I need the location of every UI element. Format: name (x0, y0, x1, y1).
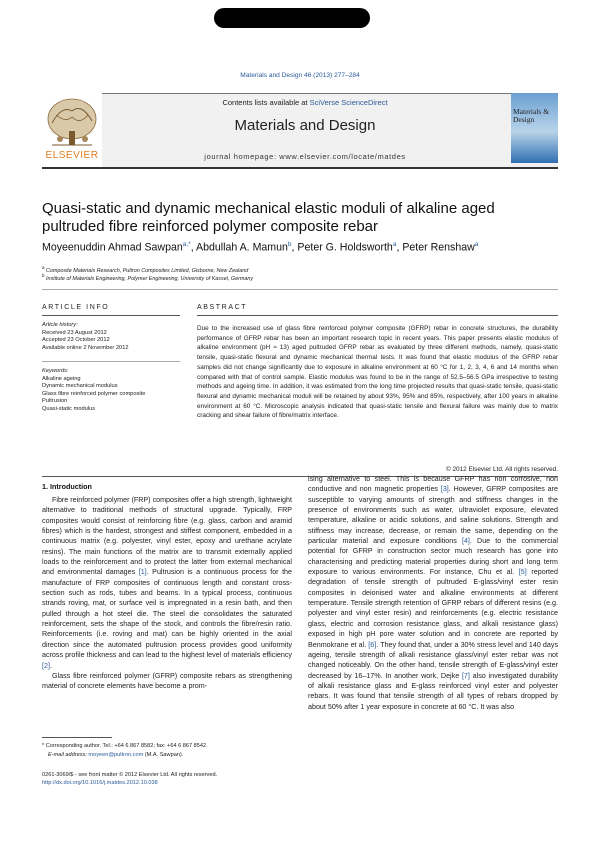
email-note (42, 751, 298, 759)
text: Fibre reinforced polymer (FRP) composites offer a high strength, lightweight alternative to traditional methods of structural upgrade. Typically, FRP composites would consist of reinforcing fibre (e.g. glass, carbon and aramid fibres) which is the hardest, strongest and stiffest component, embedded in a continuous matrix (e.g. polyester, vinyl ester, epoxy and urethane acrylate resins). The main functions of the matrix are to transmit externally applied loads to the reinforcement and to protect the latter from external mechanical and environmental damages (42, 496, 292, 577)
author-affiliation-mark[interactable]: a (474, 241, 479, 248)
author-name: Peter G. Holdsworth (297, 241, 393, 254)
elsevier-wordmark: ELSEVIER (45, 150, 99, 161)
intro-paragraph (308, 474, 558, 712)
affiliation-text: Composite Materials Research, Pultron Composites Limited, Gisborne, New Zealand (46, 267, 249, 274)
keyword: Dynamic mechanical modulus (42, 383, 118, 390)
author-name: Abdullah A. Mamun (196, 241, 288, 254)
reference-link[interactable]: [3] (440, 485, 449, 494)
history-online: Available online 2 November 2012 (42, 344, 129, 351)
history-received: Received 23 August 2012 (42, 330, 107, 336)
email-link[interactable]: moyeen@pultron.com (88, 752, 144, 758)
article-info-rule (42, 315, 180, 316)
abstract-copyright: © 2012 Elsevier Ltd. All rights reserved. (446, 466, 558, 473)
footnote-rule (42, 737, 112, 738)
intro-paragraph (42, 495, 292, 671)
article-history-label: Article history: (42, 322, 78, 328)
keyword: Pultrusion (42, 398, 68, 405)
journal-citation[interactable]: Materials and Design 46 (2013) 277–284 (240, 72, 360, 79)
divider (42, 289, 558, 290)
reference-link[interactable]: [4] (461, 537, 470, 546)
abstract-text: Due to the increased use of glass fibre reinforced polymer composite (GFRP) rebar in concrete structures, the durability performance of GFRP rebar has been an important research topic in recent years. This paper presents elastic modulus of alkaline environment (pH ≈ 13) aged pultruded GFRP rebar as evaluated by three different methods, namely, quasi-static tensile, quasi-static flexural and dynamic mechanical thermal tests. It was found that elastic modulus of the GFRP rebar samples did not change significantly due to exposure in alkaline environment at 60 °C for 1, 2, 3, 4, 6 and 14 months when compared with that of control sample. Elastic modulus was found to be in the range of 52.5–56.5 GPa irrespective to testing methods and ageing time. In addition, it was estimated from the long time projected results that quasi-static tensile, quasi-static flexural and dynamic mechanical moduli will be retained by about 93%, 95% and 85%, respectively, after 100 years in alkaline environment at 60 °C. Microscopic analysis indicated that quasi-static tensile and flexural failure was mainly due to matrix cracking and shear failure of fibre/matrix interface. (197, 325, 558, 420)
journal-title: Materials and Design (234, 117, 376, 134)
affiliation-b (42, 273, 558, 282)
keywords-label: Keywords: (42, 368, 69, 374)
text: also investigated durability of alkali resistance glass and E-glass reinforced vinyl ester and polyester rebars. It was found that tensile strength of all types of rebars dropped by about 50% after 1 year exposure in concrete at 60 °C. It was also (308, 671, 558, 711)
keywords-list (42, 376, 145, 413)
affiliation-text: Institute of Materials Engineering, Polymer Engineering, University of Kassel, Germany (46, 275, 254, 282)
journal-cover-title: Materials & Design (513, 107, 550, 124)
corresponding-author-note: * Corresponding author. Tel.: +64 6 867 8582; fax: +64 6 867 8542. (42, 743, 208, 749)
keyword: Glass fibre reinforced polymer composite (42, 390, 146, 397)
author-separator: , (291, 241, 298, 254)
reference-link[interactable]: [2] (42, 661, 50, 670)
reference-link[interactable]: [1] (138, 568, 147, 577)
abstract-heading: ABSTRACT (197, 304, 248, 311)
divider (42, 361, 180, 362)
text: . Due to the commercial potential for GFRP in construction sector much research has gone into characterising and predicting material properties during short and long term exposure to various environments. For instance, Chu et al. (308, 537, 558, 577)
affiliation-mark: a (42, 265, 45, 270)
contents-available (110, 98, 500, 107)
email-suffix: (M.A. Sawpan). (143, 752, 184, 758)
author-affiliation-mark[interactable]: a,* (182, 241, 191, 248)
issn-note: 0261-3069/$ - see front matter © 2012 Elsevier Ltd. All rights reserved. (42, 772, 218, 778)
text: . Pultrusion is a continuous process for the manufacture of FRP composites of continuous length and constant cross-section such as rods, tubes and beams. In a typical process, continuous strands roving, mat, or surface veil is impregnated in a resin bath, and then pulled through a hot steel die. The steel die consolidates the saturated reinforcement, sets the shape of the stock, and controls the fibre/resin ratio. Reinforcements (i.e. roving and mat) can be highly oriented in the axial direction since the automated pultrusion process provides good uniformity across profile thickness and can lead to the highest level of materials efficiency (42, 568, 292, 660)
text: . (49, 661, 52, 670)
affiliation-mark: b (42, 273, 45, 278)
author-separator: , (396, 241, 403, 254)
author-list (42, 241, 558, 254)
doi-link[interactable]: http://dx.doi.org/10.1016/j.matdes.2012.10.038 (42, 780, 158, 786)
reference-link[interactable]: [7] (461, 671, 470, 680)
reference-link[interactable]: [6] (368, 640, 377, 649)
redaction-bar (214, 8, 370, 28)
reference-link[interactable]: [5] (518, 568, 527, 577)
introduction-heading: 1. Introduction (42, 482, 92, 491)
text: ising alternative to steel. This is because GFRP has non corrosive, non conductive and non magnetic properties (308, 475, 558, 494)
author-name: Peter Renshaw (402, 241, 475, 254)
doi-note (42, 779, 442, 787)
header-rule-bottom (42, 167, 558, 169)
journal-cover-image (511, 93, 558, 163)
journal-homepage[interactable]: journal homepage: www.elsevier.com/locate/matdes (204, 152, 406, 161)
text: . However, GFRP composites are susceptible to varying amounts of strength and stiffness changes in the presence of environments such as water, ultraviolet exposure, elevated temperature, alkaline or acidic solutions, and saline solutions. Strength and stiffness may increase, decrease, or remain the same, depending on the particular material and exposure conditions (308, 485, 558, 546)
header-rule-top (42, 93, 558, 94)
article-history (42, 330, 129, 352)
author-affiliation-mark[interactable]: b (287, 241, 292, 248)
abstract-rule (197, 315, 558, 316)
intro-left-column (42, 495, 292, 692)
intro-right-column (308, 474, 558, 712)
article-title: Quasi-static and dynamic mechanical elastic moduli of alkaline aged pultruded fibre reinforced polymer composite rebar (42, 200, 495, 235)
keyword: Alkaline ageing (42, 376, 81, 382)
text: . They found that, under a 30% stress level and 140 days ageing, tensile strength of alkali resistance glass/vinyl ester rebar was not changed noticeably. On the other hand, tensile strength of E-glass/vinyl ester decreased by 16–17%. In another work, Dejke (308, 640, 559, 680)
author-separator: , (190, 241, 197, 254)
email-label: E-mail address: (48, 752, 89, 758)
text: reported degradation of tensile strength of pultruded E-glass/vinyl ester resin composites in deionised water and alkaline environments at different temperature. Tensile strength retention of GFRP rebars of different resins (e.g. polyester and vinyl ester resin) and reinforcements (e.g. electric resistance glass, electric and corrosion resistance glass, and alkali resistance glass) exposed in high pH pore water solution and in concrete are reported by Benmokrane et al. (308, 568, 558, 649)
author-affiliation-mark[interactable]: a (392, 241, 397, 248)
author-name: Moyeenuddin Ahmad Sawpan (42, 241, 183, 254)
contents-prefix: Contents lists available at (222, 98, 310, 107)
history-accepted: Accepted 23 October 2012 (42, 337, 110, 344)
sciencedirect-link[interactable]: SciVerse ScienceDirect (309, 98, 388, 107)
article-info-heading: ARTICLE INFO (42, 304, 110, 311)
intro-paragraph: Glass fibre reinforced polymer (GFRP) composite rebars as strengthening material of concrete elements have become a prom- (42, 671, 292, 691)
keyword: Quasi-static modulus (42, 405, 96, 412)
